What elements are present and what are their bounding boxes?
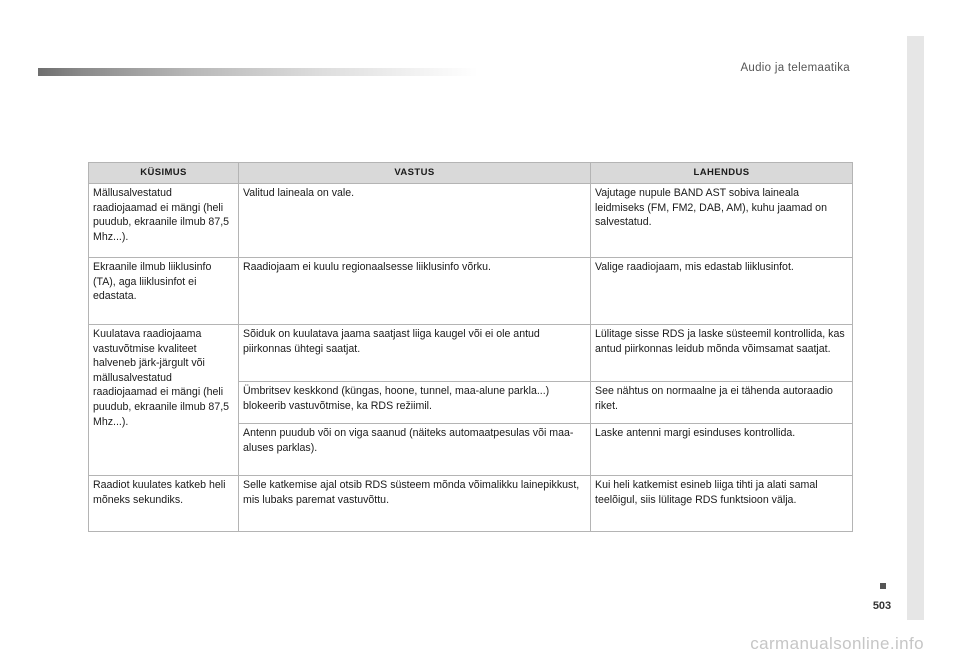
- answer-cell: Raadiojaam ei kuulu regionaalsesse liiklusinfo võrku.: [239, 258, 591, 325]
- table-row: [89, 184, 853, 258]
- answer-cell: Ümbritsev keskkond (küngas, hoone, tunnel, maa-alune parkla...) blokeerib vastuvõtmise, ka RDS režiimil.: [239, 382, 591, 424]
- answer-cell: Valitud laineala on vale.: [239, 184, 591, 258]
- column-header-question: KÜSIMUS: [89, 163, 239, 184]
- solution-cell: Laske antenni margi esinduses kontrollida.: [591, 424, 853, 476]
- question-cell: Raadiot kuulates katkeb heli mõneks sekundiks.: [89, 476, 239, 532]
- question-cell: Ekraanile ilmub liiklusinfo (TA), aga liiklusinfot ei edastata.: [89, 258, 239, 325]
- answer-cell: Selle katkemise ajal otsib RDS süsteem mõnda võimalikku lainepikkust, mis lubaks paremat vastuvõttu.: [239, 476, 591, 532]
- question-cell: Kuulatava raadiojaama vastuvõtmise kvaliteet halveneb järk-järgult või mällusalvestatud raadiojaamad ei mängi (heli puudub, ekraanile ilmub 87,5 Mhz...).: [89, 325, 239, 476]
- page-edge-band: [907, 36, 924, 620]
- question-cell: Mällusalvestatud raadiojaamad ei mängi (heli puudub, ekraanile ilmub 87,5 Mhz...).: [89, 184, 239, 258]
- solution-cell: Kui heli katkemist esineb liiga tihti ja alati samal teelõigul, siis lülitage RDS funktsioon välja.: [591, 476, 853, 532]
- column-header-solution: LAHENDUS: [591, 163, 853, 184]
- table-row: [89, 258, 853, 325]
- answer-cell: Antenn puudub või on viga saanud (näiteks automaatpesulas või maa-aluses parklas).: [239, 424, 591, 476]
- faq-table: [88, 162, 853, 532]
- page-marker-square: [880, 583, 886, 589]
- page-number: 503: [872, 600, 892, 612]
- solution-cell: Lülitage sisse RDS ja laske süsteemil kontrollida, kas antud piirkonnas leidub mõnda võimsamat saatjat.: [591, 325, 853, 382]
- section-title: Audio ja telemaatika: [740, 62, 850, 74]
- column-header-answer: VASTUS: [239, 163, 591, 184]
- answer-cell: Sõiduk on kuulatava jaama saatjast liiga kaugel või ei ole antud piirkonnas ühtegi saatjat.: [239, 325, 591, 382]
- watermark: carmanualsonline.info: [750, 634, 924, 653]
- solution-cell: Valige raadiojaam, mis edastab liiklusinfot.: [591, 258, 853, 325]
- solution-cell: Vajutage nupule BAND AST sobiva laineala leidmiseks (FM, FM2, DAB, AM), kuhu jaamad on salvestatud.: [591, 184, 853, 258]
- table-row: [89, 325, 853, 382]
- table-row: [89, 476, 853, 532]
- header-gradient-bar: [38, 68, 478, 76]
- solution-cell: See nähtus on normaalne ja ei tähenda autoraadio riket.: [591, 382, 853, 424]
- table-header-row: [89, 163, 853, 184]
